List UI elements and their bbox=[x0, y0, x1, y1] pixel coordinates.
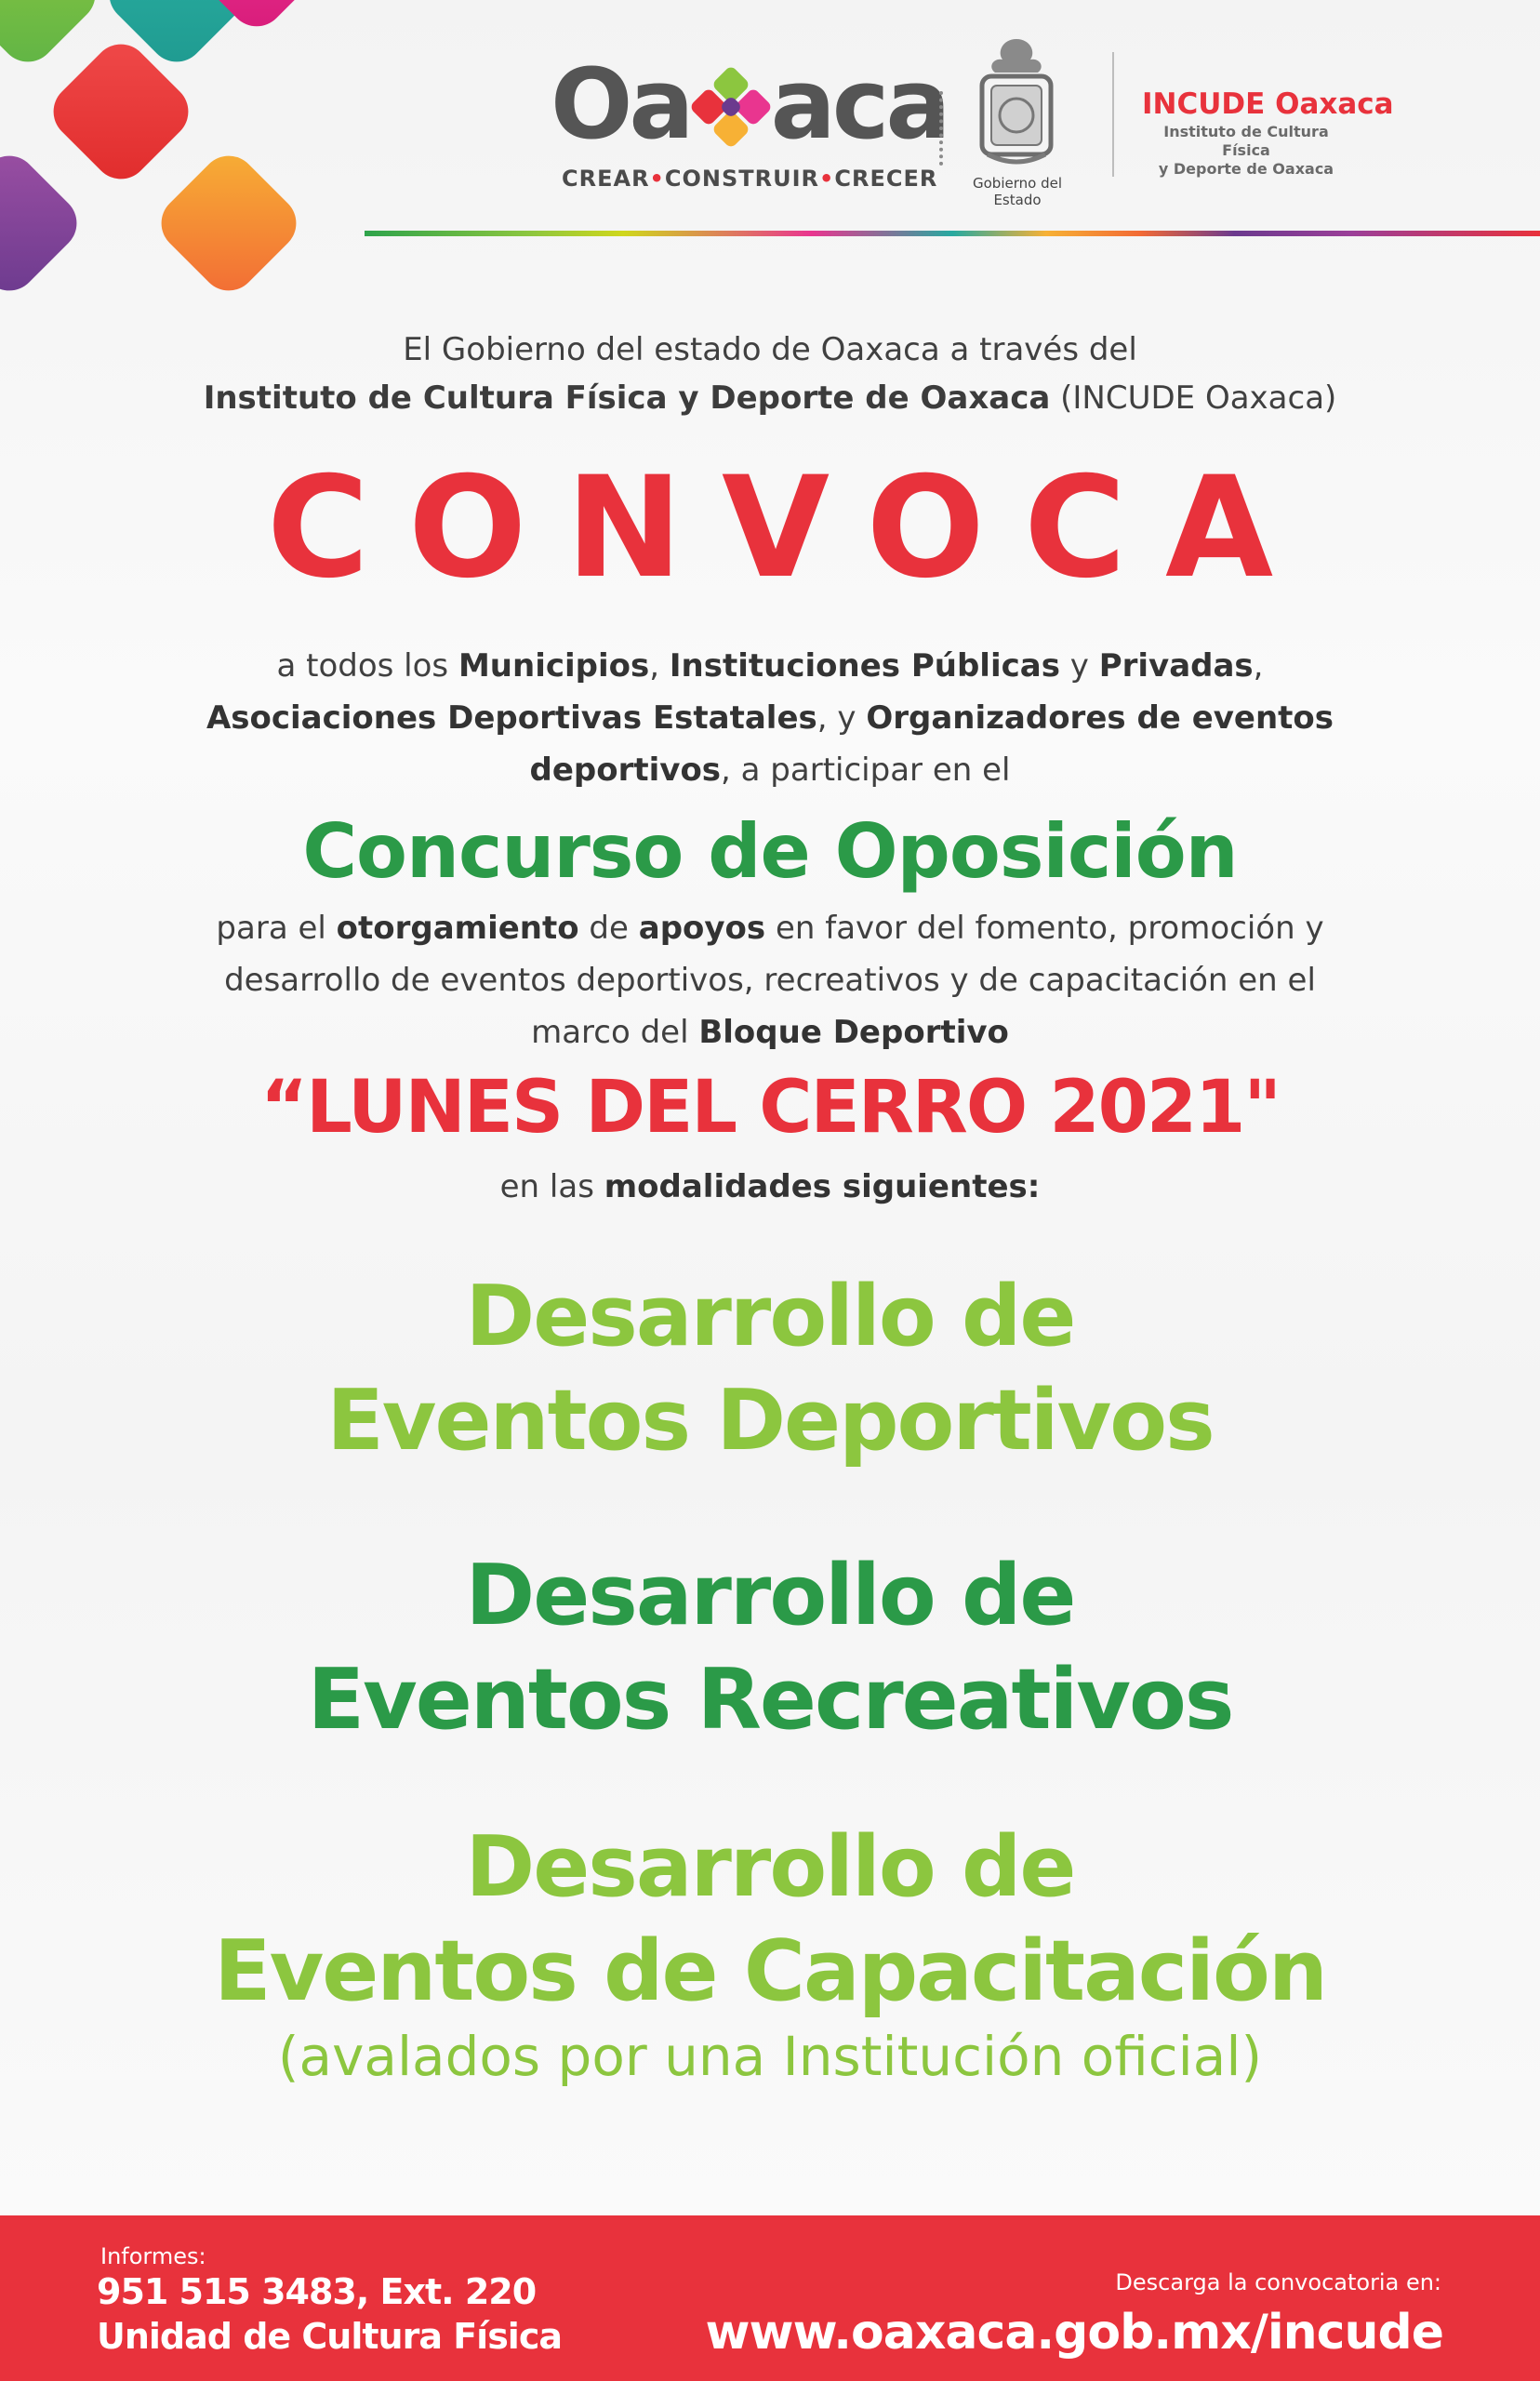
brand-text-right: aca bbox=[770, 47, 948, 161]
header-divider bbox=[1112, 52, 1114, 177]
oaxaca-brand-logo bbox=[551, 47, 948, 161]
incude-subtitle: Instituto de Cultura Física y Deporte de Oaxaca bbox=[1158, 123, 1334, 178]
dotted-divider bbox=[939, 91, 947, 166]
convoca-heading: CONVOCA bbox=[266, 447, 1313, 609]
tile-purple bbox=[0, 144, 88, 302]
purpose-text: para el otorgamiento de apoyos en favor del fomento, promoción y desarrollo de eventos deportivos, recreativos y de capacitación en el marco del Bloque Deportivo bbox=[216, 910, 1324, 1051]
government-label: Gobierno del Estado bbox=[973, 175, 1062, 208]
tile-orange bbox=[150, 144, 308, 302]
brand-slogan: CREAR•CONSTRUIR•CRECER bbox=[562, 166, 938, 192]
brand-x-icon bbox=[691, 65, 771, 138]
state-seal-icon bbox=[975, 35, 1058, 169]
modality-training-events: Desarrollo de Eventos de Capacitación bbox=[214, 1818, 1326, 2020]
info-label: Informes: bbox=[100, 2243, 206, 2269]
contact-phone: 951 515 3483, Ext. 220 bbox=[97, 2271, 537, 2312]
contact-unit: Unidad de Cultura Física bbox=[97, 2316, 563, 2357]
rainbow-rule bbox=[365, 231, 1540, 236]
modalities-intro: en las modalidades siguientes: bbox=[499, 1168, 1041, 1205]
brand-text-left: Oa bbox=[551, 47, 691, 161]
invitation-text: a todos los Municipios, Instituciones Públicas y Privadas, Asociaciones Deportivas Estatales, y Organizadores de eventos deportivos, a participar en el bbox=[206, 647, 1334, 789]
download-url-link[interactable]: www.oaxaca.gob.mx/incude bbox=[705, 2305, 1443, 2361]
endorsement-note: (avalados por una Institución oficial) bbox=[277, 2025, 1263, 2088]
incude-title: INCUDE Oaxaca bbox=[1142, 87, 1394, 121]
intro-text: El Gobierno del estado de Oaxaca a través del Instituto de Cultura Física y Deporte de Oaxaca (INCUDE Oaxaca) bbox=[203, 331, 1337, 417]
event-title: “LUNES DEL CERRO 2021" bbox=[259, 1066, 1281, 1150]
concurso-heading: Concurso de Oposición bbox=[302, 808, 1238, 895]
download-label: Descarga la convocatoria en: bbox=[1115, 2269, 1441, 2295]
modality-sports-events: Desarrollo de Eventos Deportivos bbox=[326, 1268, 1214, 1470]
modality-recreational-events: Desarrollo de Eventos Recreativos bbox=[307, 1547, 1233, 1749]
